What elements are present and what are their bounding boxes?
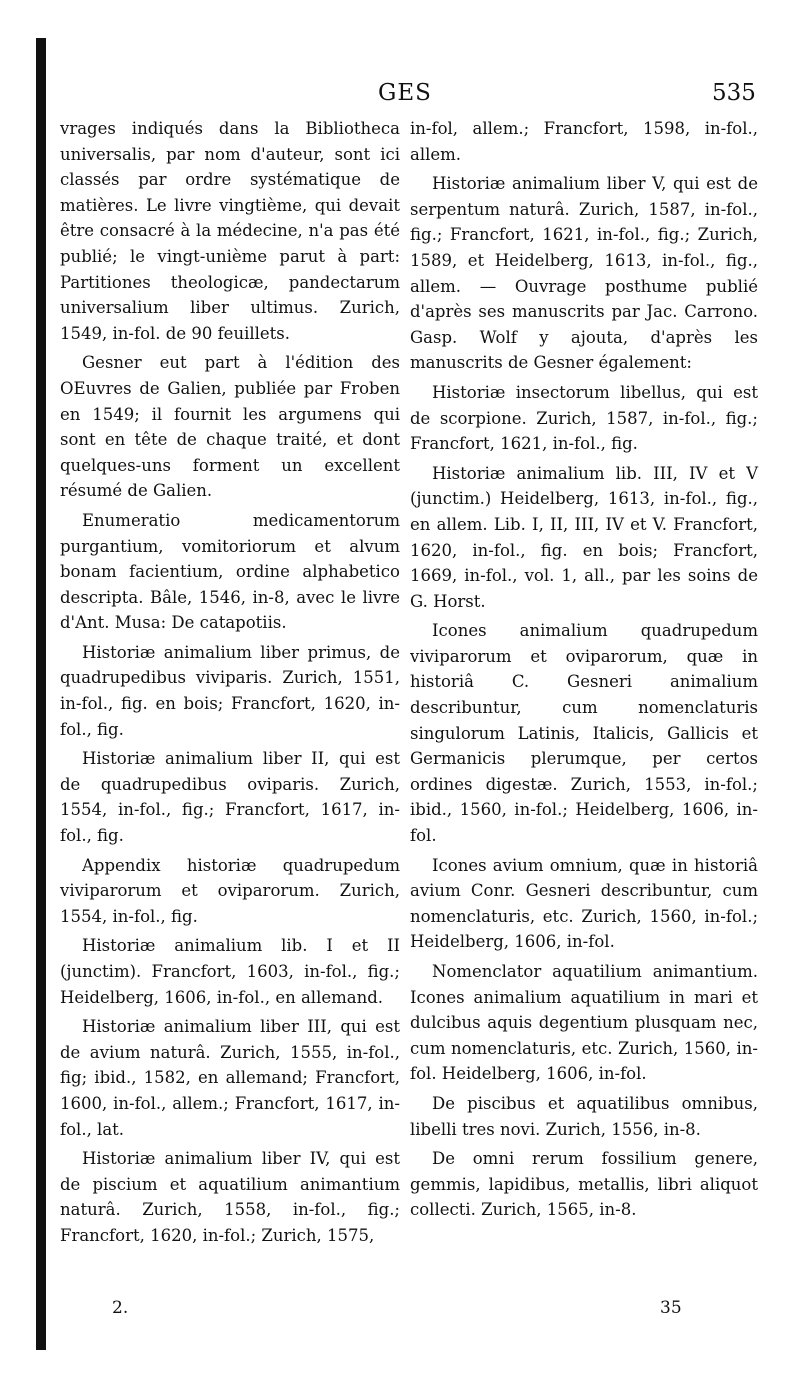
bibliography-entry: De piscibus et aquatilibus omnibus, libelli tres novi. Zurich, 1556, in-8.: [410, 1093, 758, 1139]
bibliography-entry: Nomenclator aquatilium animantium. Icones animalium aquatilium in mari et dulcibus aquis degentium plusquam nec, cum nomenclaturis, etc. Zurich, 1560, in-fol. Heidelberg, 1606, in-fol.: [410, 962, 758, 1084]
running-title: GES: [378, 80, 432, 106]
bibliography-entry: Historiæ animalium liber primus, de quadrupedibus viviparis. Zurich, 1551, in-fol., fig. en bois; Francfort, 1620, in-fol., fig.: [60, 642, 400, 739]
paragraph: vrages indiqués dans la Bibliotheca universalis, par nom d'auteur, sont ici classés par ordre systématique de matières. Le livre vingtième, qui devait être consacré à la médecine, n'a pas été publié; le vingt-unième parut à part: Partitiones theologicæ, pandectarum universalium liber ultimus. Zurich, 1549, in-fol. de 90 feuillets.: [60, 119, 400, 343]
bibliography-entry: Historiæ animalium liber V, qui est de serpentum naturâ. Zurich, 1587, in-fol., fig.; Francfort, 1621, in-fol., fig.; Zurich, 1589, et Heidelberg, 1613, in-fol., fig., allem. — Ouvrage posthume publié d'après ses manuscrits par Jac. Carrono. Gasp. Wolf y ajouta, d'après les manuscrits de Gesner également:: [410, 174, 758, 373]
bibliography-entry: Historiæ animalium lib. III, IV et V (junctim.) Heidelberg, 1613, in-fol., fig., en allem. Lib. I, II, III, IV et V. Francfort, 1620, in-fol., fig. en bois; Francfort, 1669, in-fol., vol. 1, all., par les soins de G. Horst.: [410, 463, 758, 611]
paragraph: in-fol, allem.; Francfort, 1598, in-fol., allem.: [410, 119, 758, 164]
paragraph: Gesner eut part à l'édition des OEuvres de Galien, publiée par Froben en 1549; il fournit les argumens qui sont en tête de chaque traité, et dont quelques-uns forment un excellent résumé de Galien.: [60, 353, 400, 501]
page-footer: [0, 1298, 800, 1326]
right-column: [410, 116, 758, 1223]
bibliography-entry: Historiæ animalium liber IV, qui est de piscium et aquatilium animantium naturâ. Zurich, 1558, in-fol., fig.; Francfort, 1620, in-fol.; Zurich, 1575,: [60, 1149, 400, 1245]
left-column: [60, 116, 400, 1249]
bibliography-entry: Icones animalium quadrupedum viviparorum et oviparorum, quæ in historiâ C. Gesneri animalium describuntur, cum nomenclaturis singulorum Latinis, Italicis, Gallicis et Germanicis plerumque, per certos ordines digestæ. Zurich, 1553, in-fol.; ibid., 1560, in-fol.; Heidelberg, 1606, in-fol.: [410, 621, 758, 846]
bibliography-entry: Enumeratio medicamentorum purgantium, vomitoriorum et alvum bonam facientium, ordine alphabetico descripta. Bâle, 1546, in-8, avec le livre d'Ant. Musa: De catapotiis.: [60, 510, 400, 633]
margin-rule: [36, 38, 46, 1350]
signature-mark: 2.: [112, 1298, 129, 1318]
bibliography-entry: Historiæ animalium liber III, qui est de avium naturâ. Zurich, 1555, in-fol., fig; ibid., 1582, en allemand; Francfort, 1600, in-fol., allem.; Francfort, 1617, in-fol., lat.: [60, 1017, 400, 1139]
signature-number: 35: [660, 1298, 682, 1318]
bibliography-entry: Historiæ insectorum libellus, qui est de scorpione. Zurich, 1587, in-fol., fig.; Francfort, 1621, in-fol., fig.: [410, 382, 758, 454]
bibliography-entry: Icones avium omnium, quæ in historiâ avium Conr. Gesneri describuntur, cum nomenclaturis, etc. Zurich, 1560, in-fol.; Heidelberg, 1606, in-fol.: [410, 855, 758, 952]
page-number: 535: [712, 80, 756, 106]
bibliography-entry: Historiæ animalium lib. I et II (junctim). Francfort, 1603, in-fol., fig.; Heidelberg, 1606, in-fol., en allemand.: [60, 936, 400, 1007]
bibliography-entry: Appendix historiæ quadrupedum viviparorum et oviparorum. Zurich, 1554, in-fol., fig.: [60, 855, 400, 926]
bibliography-entry: Historiæ animalium liber II, qui est de quadrupedibus oviparis. Zurich, 1554, in-fol., fig.; Francfort, 1617, in-fol., fig.: [60, 749, 400, 846]
page-header: [0, 80, 800, 110]
bibliography-entry: De omni rerum fossilium genere, gemmis, lapidibus, metallis, libri aliquot collecti. Zurich, 1565, in-8.: [410, 1149, 758, 1220]
